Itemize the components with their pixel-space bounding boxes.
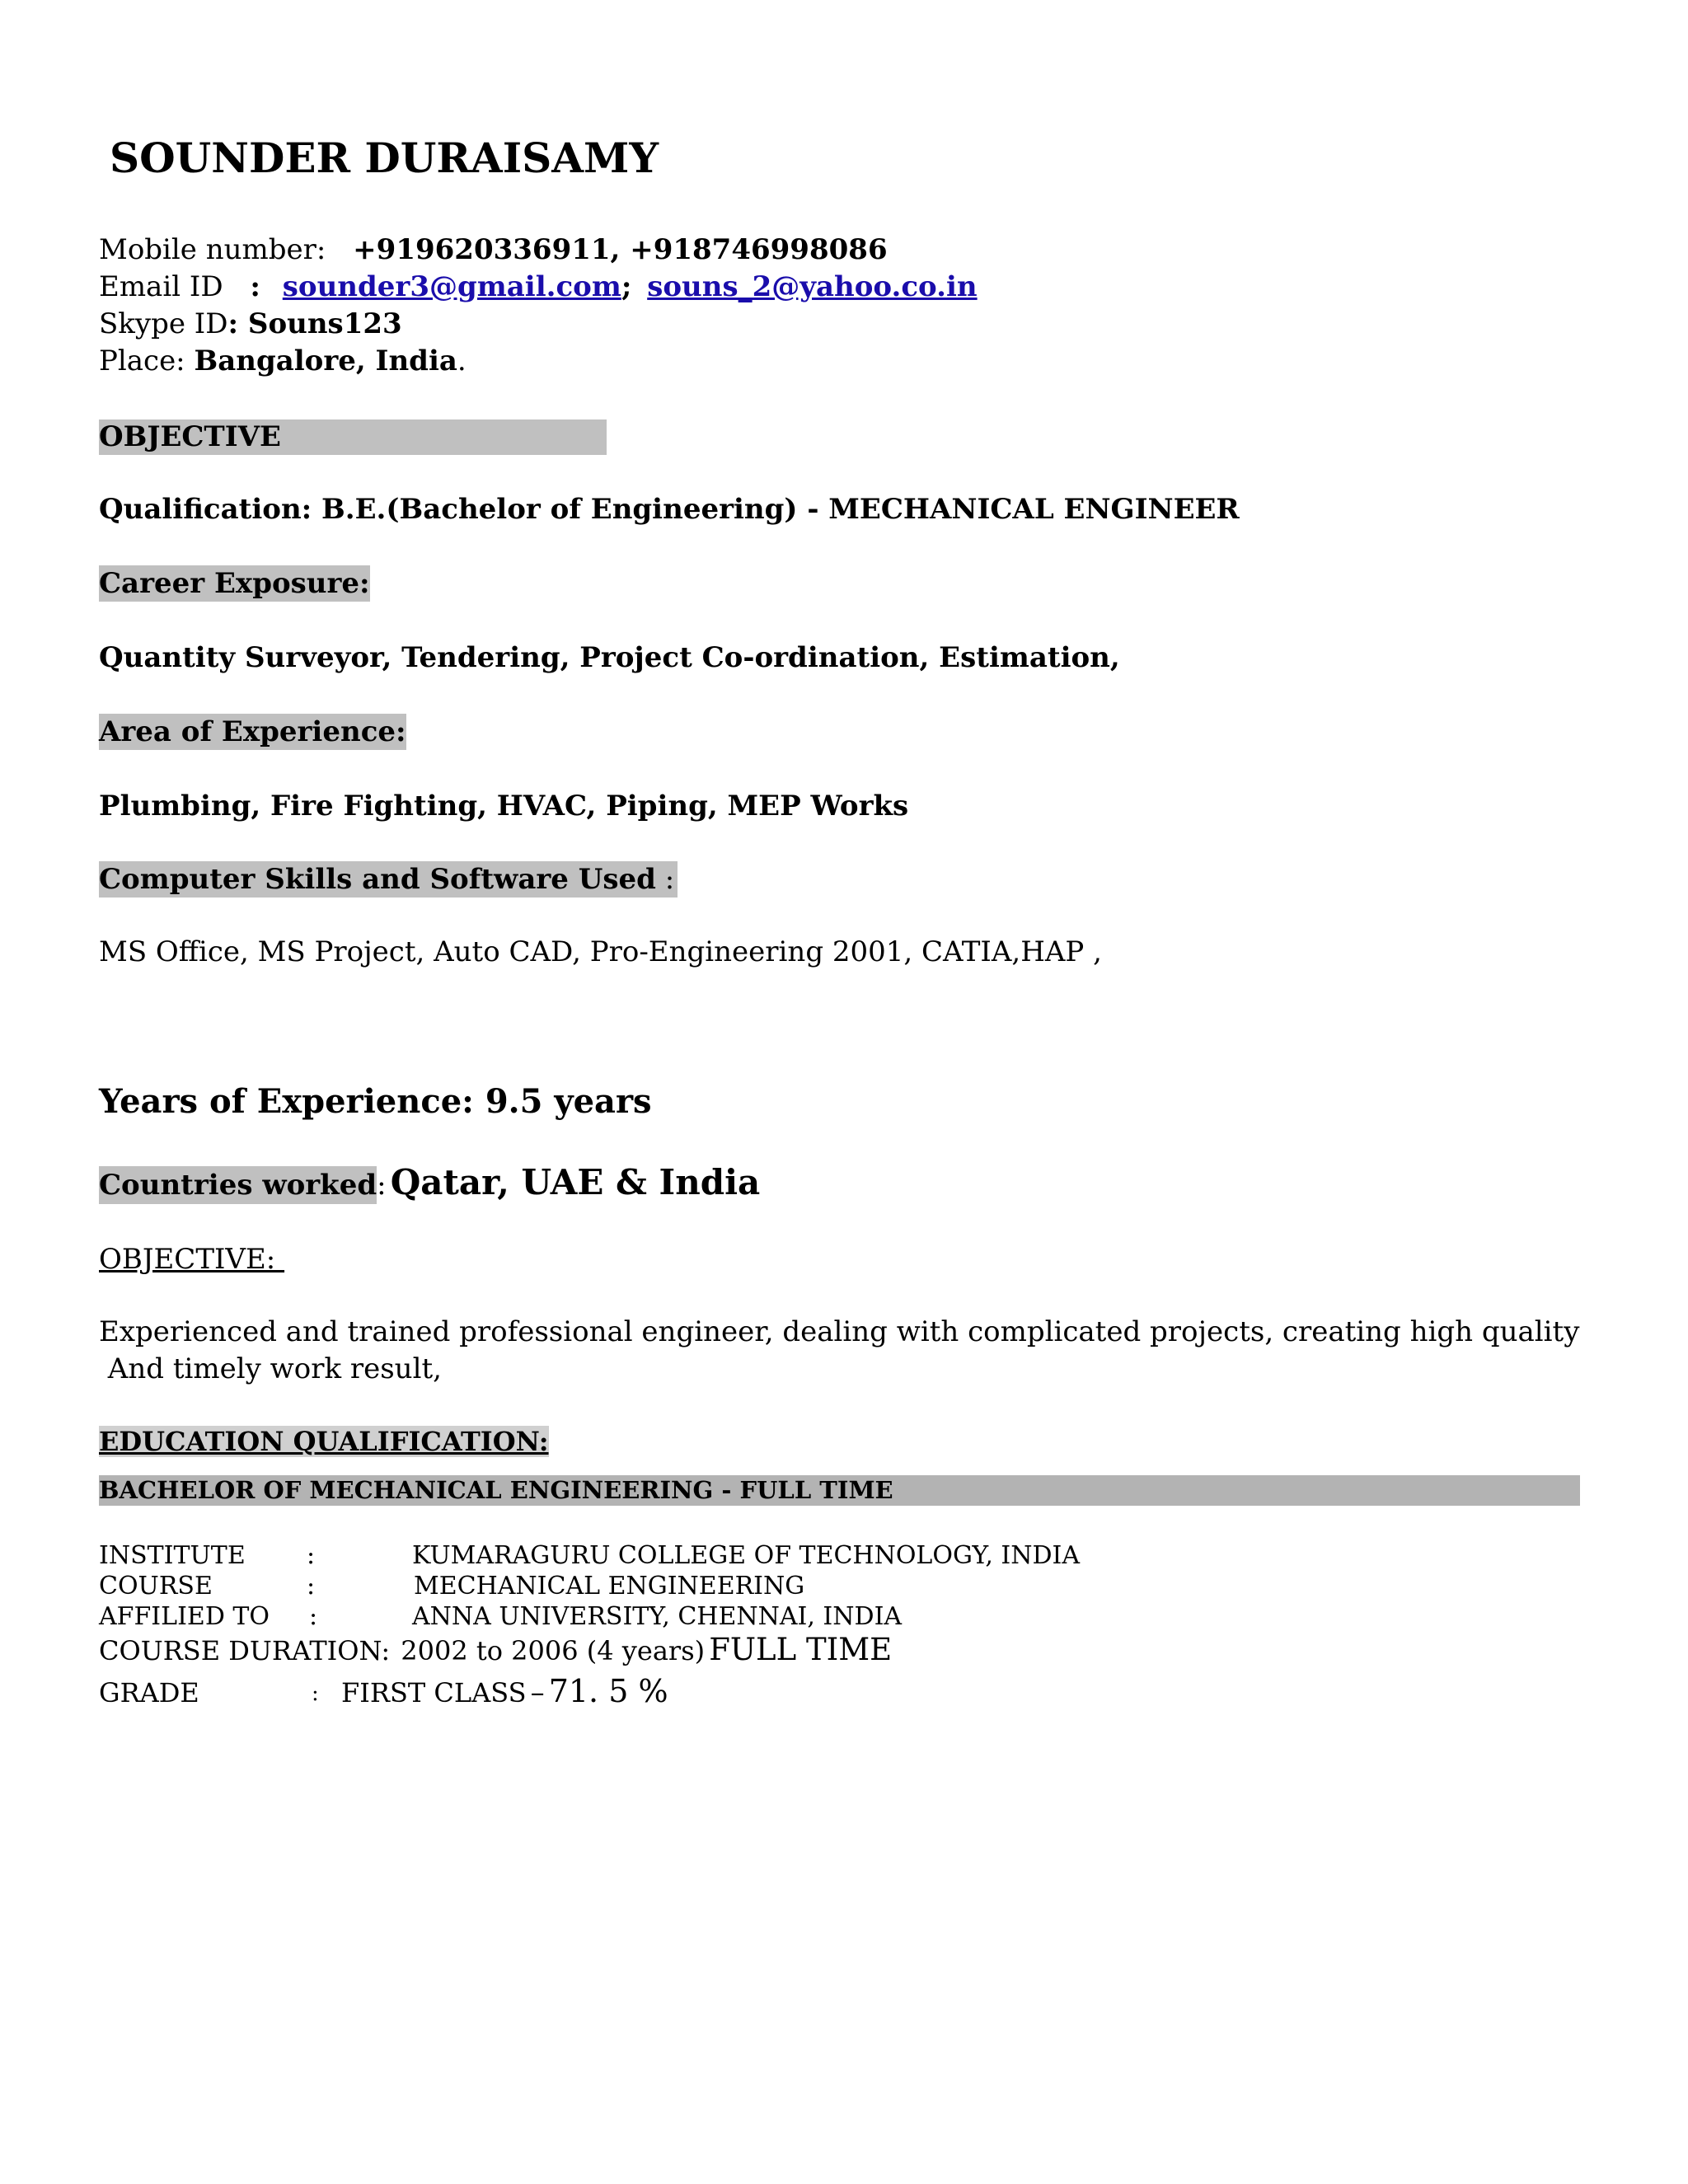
edu-value-institute: KUMARAGURU COLLEGE OF TECHNOLOGY, INDIA	[412, 1541, 1081, 1570]
degree-bar: BACHELOR OF MECHANICAL ENGINEERING - FULL TIME	[99, 1475, 1580, 1506]
mobile-value: +919620336911, +918746998086	[353, 233, 888, 266]
edu-label-grade: GRADE	[99, 1677, 199, 1708]
email-link-secondary[interactable]: souns_2@yahoo.co.in	[647, 270, 978, 303]
edu-duration-mode: FULL TIME	[709, 1632, 893, 1667]
edu-value-affiliated: ANNA UNIVERSITY, CHENNAI, INDIA	[412, 1602, 903, 1631]
education-heading: EDUCATION QUALIFICATION:	[99, 1426, 549, 1457]
objective2-line2: And timely work result,	[99, 1352, 442, 1385]
years-of-experience: Years of Experience: 9.5 years	[99, 1082, 652, 1121]
computer-skills-text: MS Office, MS Project, Auto CAD, Pro-Engineering 2001, CATIA,HAP ,	[99, 935, 1102, 968]
place-label: Place:	[99, 344, 185, 377]
edu-value-duration: 2002 to 2006 (4 years)	[401, 1635, 706, 1666]
area-heading: Area of Experience:	[99, 715, 406, 748]
objective2-heading: OBJECTIVE:	[99, 1243, 285, 1276]
skype-line	[99, 307, 402, 340]
place-end: .	[457, 344, 467, 377]
career-heading: Career Exposure:	[99, 567, 370, 600]
email-line	[99, 270, 978, 303]
countries-colon: :	[377, 1169, 387, 1202]
career-text: Quantity Surveyor, Tendering, Project Co-ordination, Estimation,	[99, 641, 1120, 674]
edu-duration-line	[99, 1632, 892, 1667]
objective2-line1: Experienced and trained professional engineer, dealing with complicated projects, creating high quality	[99, 1315, 1580, 1348]
edu-colon-institute: :	[307, 1541, 316, 1570]
edu-grade-line	[341, 1673, 668, 1709]
objective-heading: OBJECTIVE	[99, 419, 607, 455]
edu-value-grade: FIRST CLASS	[341, 1677, 527, 1708]
edu-label-affiliated: AFFILIED TO	[99, 1602, 270, 1631]
area-text: Plumbing, Fire Fighting, HVAC, Piping, MEP Works	[99, 790, 909, 823]
countries-line	[99, 1162, 760, 1204]
edu-grade-percent: 71. 5 %	[548, 1673, 668, 1709]
mobile-label: Mobile number:	[99, 233, 326, 266]
edu-label-institute: INSTITUTE	[99, 1541, 246, 1570]
computer-heading-bar	[99, 861, 678, 898]
edu-label-course: COURSE	[99, 1572, 213, 1601]
email-link-primary[interactable]: sounder3@gmail.com	[282, 270, 621, 303]
place-value: Bangalore, India	[194, 344, 457, 377]
candidate-name: SOUNDER DURAISAMY	[110, 134, 659, 182]
edu-colon-affiliated: :	[309, 1602, 318, 1631]
edu-colon-grade: :	[312, 1681, 319, 1706]
edu-label-duration: COURSE DURATION:	[99, 1635, 391, 1666]
countries-label: Countries worked	[99, 1166, 377, 1204]
skype-value: : Souns123	[227, 307, 402, 340]
edu-grade-dash: –	[530, 1676, 545, 1709]
edu-value-course: MECHANICAL ENGINEERING	[414, 1572, 805, 1601]
countries-value: Qatar, UAE & India	[390, 1162, 761, 1202]
qualification-line: Qualification: B.E.(Bachelor of Engineering) - MECHANICAL ENGINEER	[99, 493, 1240, 526]
skype-label: Skype ID	[99, 307, 228, 340]
computer-heading: Computer Skills and Software Used	[99, 863, 656, 896]
mobile-line	[99, 233, 888, 266]
place-line	[99, 344, 467, 377]
email-colon: :	[250, 270, 260, 303]
email-label: Email ID	[99, 270, 223, 303]
email-separator: ;	[621, 270, 632, 303]
edu-colon-course: :	[307, 1572, 316, 1601]
computer-heading-colon: :	[664, 863, 675, 896]
